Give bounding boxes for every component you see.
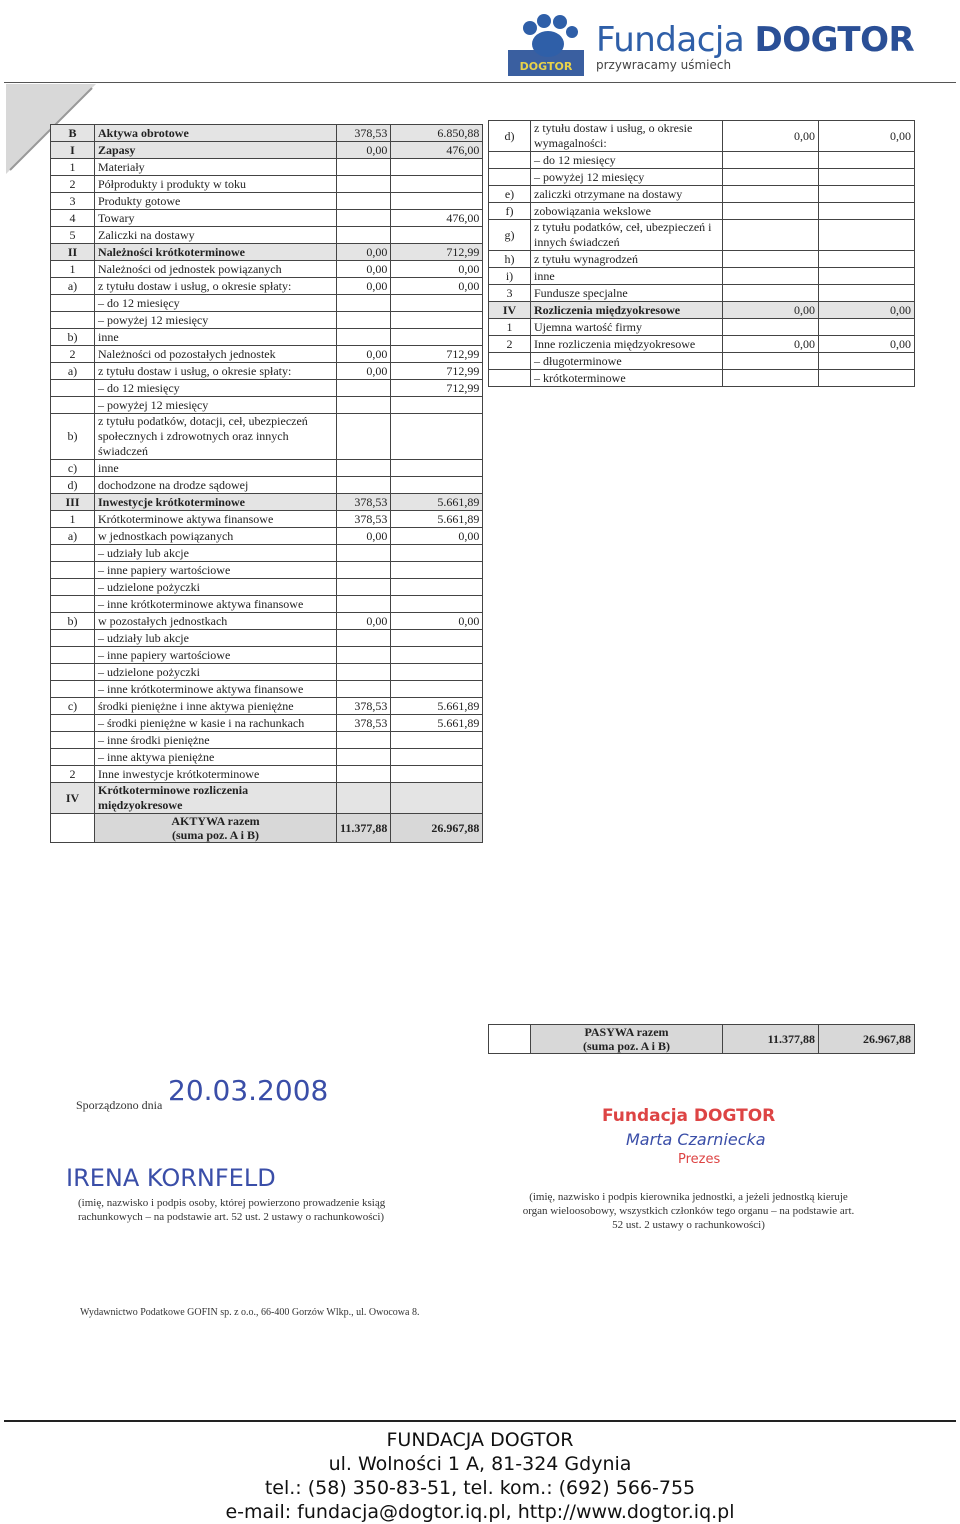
value-prev: 378,53 (337, 715, 391, 732)
foundation-logo (500, 14, 956, 80)
row-index (489, 370, 531, 387)
row-index: 2 (51, 346, 95, 363)
row-label: – powyżej 12 miesięcy (95, 312, 337, 329)
table-row (51, 210, 483, 227)
value-prev (337, 193, 391, 210)
row-label: – inne aktywa pieniężne (95, 749, 337, 766)
table-row (489, 336, 915, 353)
value-prev: 0,00 (337, 613, 391, 630)
stamp-role: Prezes (678, 1152, 721, 1167)
row-index: III (51, 494, 95, 511)
row-index (51, 596, 95, 613)
row-label: Towary (95, 210, 337, 227)
value-curr (819, 169, 915, 186)
value-prev: 0,00 (337, 528, 391, 545)
value-prev (337, 460, 391, 477)
table-row (51, 460, 483, 477)
row-index: d) (51, 477, 95, 494)
row-label: Ujemna wartość firmy (531, 319, 723, 336)
value-curr (391, 477, 483, 494)
assets-total-curr: 26.967,88 (391, 814, 483, 843)
row-index: 4 (51, 210, 95, 227)
row-label: – udzielone pożyczki (95, 579, 337, 596)
row-index: B (51, 125, 95, 142)
value-curr: 0,00 (819, 302, 915, 319)
value-prev (337, 295, 391, 312)
value-prev: 0,00 (337, 261, 391, 278)
table-row (51, 363, 483, 380)
value-prev (337, 159, 391, 176)
prepared-date: 20.03.2008 (168, 1074, 329, 1107)
value-curr (819, 285, 915, 302)
value-curr (391, 460, 483, 477)
value-curr (391, 562, 483, 579)
row-label: inne (95, 329, 337, 346)
value-curr (819, 370, 915, 387)
row-index: I (51, 142, 95, 159)
assets-table (50, 124, 483, 843)
footer-divider (4, 1420, 956, 1422)
table-row (51, 647, 483, 664)
row-label: z tytułu podatków, ceł, ubezpieczeń i innych świadczeń (531, 220, 723, 251)
table-row (51, 783, 483, 814)
value-curr (819, 353, 915, 370)
value-curr (391, 329, 483, 346)
value-curr: 6.850,88 (391, 125, 483, 142)
paw-label: DOGTOR (519, 60, 573, 73)
preparer-signature: IRENA KORNFELD (66, 1164, 276, 1192)
table-row (51, 494, 483, 511)
value-curr (391, 766, 483, 783)
row-index (51, 647, 95, 664)
row-index: 3 (489, 285, 531, 302)
value-prev (337, 312, 391, 329)
table-row (51, 244, 483, 261)
value-curr (391, 545, 483, 562)
value-curr: 5.661,89 (391, 698, 483, 715)
preparer-caption: (imię, nazwisko i podpis osoby, której powierzono prowadzenie ksiąg rachunkowych – na podstawie art. 52 ust. 2 ustawy o rachunkowości) (78, 1197, 386, 1223)
value-prev: 0,00 (337, 244, 391, 261)
value-prev (723, 285, 819, 302)
row-label: Aktywa obrotowe (95, 125, 337, 142)
row-label: z tytułu podatków, dotacji, ceł, ubezpieczeń społecznych i zdrowotnych oraz innych świadczeń (95, 414, 337, 460)
value-curr: 5.661,89 (391, 511, 483, 528)
row-index (51, 312, 95, 329)
row-label: z tytułu dostaw i usług, o okresie spłaty: (95, 363, 337, 380)
value-prev (723, 203, 819, 220)
table-row (51, 346, 483, 363)
value-curr (391, 227, 483, 244)
row-label: Zapasy (95, 142, 337, 159)
head-caption: (imię, nazwisko i podpis kierownika jednostki, a jeżeli jednostką kieruje organ wieloosobowy, wszystkich członków tego organu – na podstawie art. 52 ust. 2 ustawy o rachunkowości) (522, 1191, 855, 1231)
value-prev (337, 227, 391, 244)
row-label: inne (531, 268, 723, 285)
row-label: Krótkoterminowe rozliczenia międzyokresowe (95, 783, 337, 814)
assets-total-prev: 11.377,88 (337, 814, 391, 843)
row-label: – inne papiery wartościowe (95, 647, 337, 664)
footer-contact (0, 1428, 960, 1524)
row-index: 1 (51, 159, 95, 176)
table-row (489, 203, 915, 220)
row-label: – inne papiery wartościowe (95, 562, 337, 579)
value-curr (391, 176, 483, 193)
table-row (51, 176, 483, 193)
row-index (51, 295, 95, 312)
row-index (489, 169, 531, 186)
value-curr (391, 295, 483, 312)
table-row (51, 664, 483, 681)
row-label: – udziały lub akcje (95, 630, 337, 647)
header-divider (4, 82, 956, 83)
value-curr: 5.661,89 (391, 494, 483, 511)
value-prev (337, 329, 391, 346)
value-curr (391, 664, 483, 681)
value-curr (391, 630, 483, 647)
table-row (51, 596, 483, 613)
row-index: a) (51, 278, 95, 295)
value-prev: 378,53 (337, 698, 391, 715)
table-row (489, 251, 915, 268)
table-row (51, 142, 483, 159)
table-row (51, 329, 483, 346)
value-prev (337, 545, 391, 562)
row-label: – udziały lub akcje (95, 545, 337, 562)
table-row (489, 152, 915, 169)
value-prev: 378,53 (337, 125, 391, 142)
value-curr (819, 203, 915, 220)
stamp-name: Marta Czarniecka (626, 1130, 766, 1149)
row-label: – inne środki pieniężne (95, 732, 337, 749)
row-index: e) (489, 186, 531, 203)
value-curr (819, 152, 915, 169)
value-curr: 5.661,89 (391, 715, 483, 732)
table-row (51, 193, 483, 210)
row-index: b) (51, 613, 95, 630)
row-label: dochodzone na drodze sądowej (95, 477, 337, 494)
table-row (51, 278, 483, 295)
table-row (489, 353, 915, 370)
value-prev: 378,53 (337, 511, 391, 528)
row-label: – krótkoterminowe (531, 370, 723, 387)
value-curr (391, 312, 483, 329)
table-row (51, 477, 483, 494)
row-index: 2 (51, 766, 95, 783)
value-curr: 476,00 (391, 210, 483, 227)
value-curr (391, 783, 483, 814)
row-label: Zaliczki na dostawy (95, 227, 337, 244)
row-label: – inne krótkoterminowe aktywa finansowe (95, 681, 337, 698)
value-curr (391, 596, 483, 613)
row-label: – inne krótkoterminowe aktywa finansowe (95, 596, 337, 613)
value-prev (337, 783, 391, 814)
value-curr (391, 732, 483, 749)
table-row (51, 732, 483, 749)
row-index: 2 (51, 176, 95, 193)
table-row (489, 302, 915, 319)
row-label: Rozliczenia międzyokresowe (531, 302, 723, 319)
row-index: i) (489, 268, 531, 285)
paw-logo-icon (508, 14, 588, 76)
row-index: IV (51, 783, 95, 814)
value-prev: 0,00 (337, 363, 391, 380)
value-prev (723, 186, 819, 203)
value-curr (819, 251, 915, 268)
row-label: – do 12 miesięcy (531, 152, 723, 169)
row-index: 5 (51, 227, 95, 244)
value-prev (337, 596, 391, 613)
row-index (51, 732, 95, 749)
value-curr (391, 397, 483, 414)
value-prev (723, 169, 819, 186)
value-prev: 378,53 (337, 494, 391, 511)
row-index (51, 664, 95, 681)
row-index: h) (489, 251, 531, 268)
value-prev (723, 353, 819, 370)
value-prev (723, 268, 819, 285)
value-prev: 0,00 (723, 121, 819, 152)
value-prev (723, 370, 819, 387)
value-prev (337, 664, 391, 681)
row-label: – środki pieniężne w kasie i na rachunkach (95, 715, 337, 732)
publisher-note: Wydawnictwo Podatkowe GOFIN sp. z o.o., 66-400 Gorzów Wlkp., ul. Owocowa 8. (80, 1307, 420, 1318)
value-prev (723, 319, 819, 336)
value-curr (391, 749, 483, 766)
row-label: – do 12 miesięcy (95, 380, 337, 397)
value-curr: 712,99 (391, 244, 483, 261)
row-index: b) (51, 329, 95, 346)
table-row (51, 159, 483, 176)
row-label: – długoterminowe (531, 353, 723, 370)
table-row (51, 295, 483, 312)
scanned-balance-sheet (6, 84, 956, 1358)
footer-phone: tel.: (58) 350-83-51, tel. kom.: (692) 566-755 (264, 1477, 696, 1499)
row-index (51, 749, 95, 766)
table-row (51, 613, 483, 630)
row-label: Fundusze specjalne (531, 285, 723, 302)
page-footer (0, 1420, 960, 1523)
value-prev: 0,00 (337, 142, 391, 159)
value-curr (391, 414, 483, 460)
row-index (489, 152, 531, 169)
value-prev (337, 397, 391, 414)
liabilities-total-label: PASYWA razem (suma poz. A i B) (531, 1025, 723, 1054)
table-row (51, 715, 483, 732)
row-index (51, 579, 95, 596)
foundation-stamp: Fundacja DOGTOR (602, 1106, 776, 1126)
footer-org-name: FUNDACJA DOGTOR (386, 1429, 574, 1451)
value-prev (337, 630, 391, 647)
row-index: b) (51, 414, 95, 460)
row-label: Należności od jednostek powiązanych (95, 261, 337, 278)
table-row (51, 312, 483, 329)
row-label: Inne rozliczenia międzyokresowe (531, 336, 723, 353)
row-index: a) (51, 363, 95, 380)
row-index (51, 545, 95, 562)
value-curr: 712,99 (391, 380, 483, 397)
row-label: Należności od pozostałych jednostek (95, 346, 337, 363)
value-curr: 0,00 (391, 613, 483, 630)
footer-email: e-mail: fundacja@dogtor.iq.pl, http://www.dogtor.iq.pl (225, 1501, 735, 1523)
liabilities-total-row (489, 1025, 915, 1054)
row-index: 1 (51, 511, 95, 528)
value-curr (819, 319, 915, 336)
table-row (51, 414, 483, 460)
value-curr: 476,00 (391, 142, 483, 159)
liabilities-total (488, 1024, 915, 1054)
value-curr: 0,00 (819, 121, 915, 152)
row-index: IV (489, 302, 531, 319)
row-index: II (51, 244, 95, 261)
table-row (51, 511, 483, 528)
row-index: 2 (489, 336, 531, 353)
row-index (51, 681, 95, 698)
prepared-on-label: Sporządzono dnia (76, 1098, 163, 1112)
row-index (51, 562, 95, 579)
row-index: f) (489, 203, 531, 220)
table-row (51, 579, 483, 596)
row-index (51, 630, 95, 647)
row-index: d) (489, 121, 531, 152)
value-curr (391, 193, 483, 210)
assets-total-label: AKTYWA razem (suma poz. A i B) (95, 814, 337, 843)
table-row (489, 370, 915, 387)
value-curr: 0,00 (819, 336, 915, 353)
table-row (489, 285, 915, 302)
table-row (489, 121, 915, 152)
value-prev: 0,00 (723, 336, 819, 353)
row-label: – udzielone pożyczki (95, 664, 337, 681)
row-label: w jednostkach powiązanych (95, 528, 337, 545)
table-row (51, 698, 483, 715)
row-label: w pozostałych jednostkach (95, 613, 337, 630)
row-index (51, 715, 95, 732)
value-prev (337, 176, 391, 193)
value-prev (337, 477, 391, 494)
row-index (51, 397, 95, 414)
value-prev (337, 380, 391, 397)
row-index (51, 380, 95, 397)
value-prev (337, 732, 391, 749)
value-curr (391, 579, 483, 596)
table-row (51, 528, 483, 545)
row-label: Należności krótkoterminowe (95, 244, 337, 261)
table-row (51, 545, 483, 562)
value-curr (819, 220, 915, 251)
table-row (51, 562, 483, 579)
value-prev: 0,00 (337, 278, 391, 295)
row-label: – powyżej 12 miesięcy (95, 397, 337, 414)
row-index: c) (51, 460, 95, 477)
row-label: inne (95, 460, 337, 477)
logo-tagline: przywracamy uśmiech (596, 58, 732, 72)
table-row (51, 766, 483, 783)
table-row (489, 268, 915, 285)
table-row (489, 169, 915, 186)
table-row (51, 397, 483, 414)
liabilities-total-prev: 11.377,88 (723, 1025, 819, 1054)
table-row (489, 220, 915, 251)
table-row (51, 261, 483, 278)
row-label: Krótkoterminowe aktywa finansowe (95, 511, 337, 528)
liabilities-table (488, 120, 915, 387)
value-curr: 0,00 (391, 261, 483, 278)
row-label: z tytułu dostaw i usług, o okresie spłaty: (95, 278, 337, 295)
row-label: Inne inwestycje krótkoterminowe (95, 766, 337, 783)
footer-address: ul. Wolności 1 A, 81-324 Gdynia (328, 1453, 632, 1475)
row-index (489, 353, 531, 370)
value-prev (723, 251, 819, 268)
table-row (51, 681, 483, 698)
value-prev: 0,00 (337, 346, 391, 363)
table-row (51, 380, 483, 397)
value-curr (391, 647, 483, 664)
table-row (489, 186, 915, 203)
liabilities-total-curr: 26.967,88 (819, 1025, 915, 1054)
table-row (51, 630, 483, 647)
row-index: 3 (51, 193, 95, 210)
row-label: – do 12 miesięcy (95, 295, 337, 312)
value-prev (337, 579, 391, 596)
row-label: Materiały (95, 159, 337, 176)
row-label: zaliczki otrzymane na dostawy (531, 186, 723, 203)
table-row (51, 227, 483, 244)
row-label: zobowiązania wekslowe (531, 203, 723, 220)
value-prev (337, 681, 391, 698)
value-curr: 712,99 (391, 363, 483, 380)
assets-header-row (51, 125, 483, 142)
value-curr (391, 159, 483, 176)
value-prev (723, 152, 819, 169)
value-prev (337, 210, 391, 227)
logo-title: Fundacja DOGTOR (596, 20, 915, 60)
row-index: a) (51, 528, 95, 545)
row-label: Półprodukty i produkty w toku (95, 176, 337, 193)
row-label: Inwestycje krótkoterminowe (95, 494, 337, 511)
table-row (489, 319, 915, 336)
assets-total-row (51, 814, 483, 843)
value-prev (337, 562, 391, 579)
value-curr (819, 186, 915, 203)
value-prev: 0,00 (723, 302, 819, 319)
row-index: 1 (51, 261, 95, 278)
value-prev (337, 647, 391, 664)
row-index: c) (51, 698, 95, 715)
value-curr: 712,99 (391, 346, 483, 363)
value-prev (723, 220, 819, 251)
value-curr (391, 681, 483, 698)
value-curr: 0,00 (391, 528, 483, 545)
row-index: g) (489, 220, 531, 251)
row-label: Produkty gotowe (95, 193, 337, 210)
value-curr (819, 268, 915, 285)
value-prev (337, 749, 391, 766)
value-curr: 0,00 (391, 278, 483, 295)
value-prev (337, 414, 391, 460)
row-label: z tytułu wynagrodzeń (531, 251, 723, 268)
value-prev (337, 766, 391, 783)
row-label: z tytułu dostaw i usług, o okresie wymagalności: (531, 121, 723, 152)
row-label: środki pieniężne i inne aktywa pieniężne (95, 698, 337, 715)
row-index: 1 (489, 319, 531, 336)
table-row (51, 749, 483, 766)
row-label: – powyżej 12 miesięcy (531, 169, 723, 186)
